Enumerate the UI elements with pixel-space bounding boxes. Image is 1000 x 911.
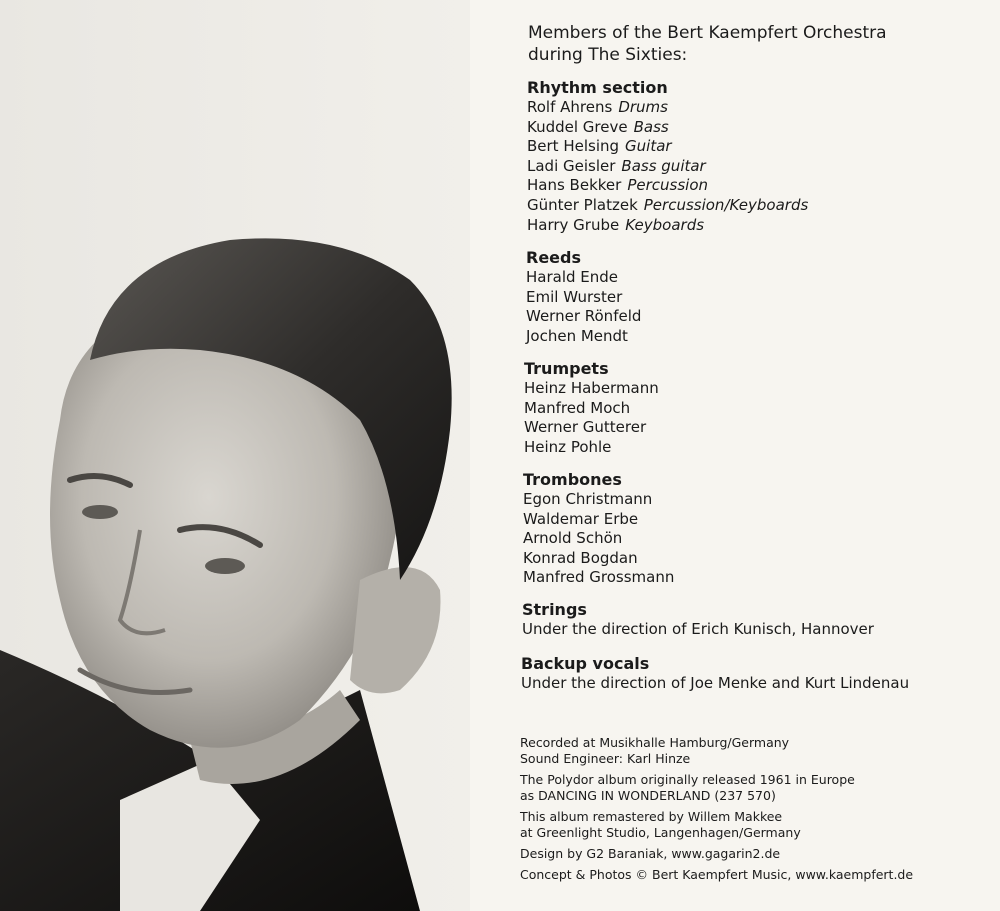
member-row [527,157,808,177]
member-name: Rolf Ahrens [527,98,613,116]
member-row [527,118,808,138]
member-name: Jochen Mendt [526,326,628,345]
credit-line: Sound Engineer: Karl Hinze [520,751,691,766]
member-row [527,98,808,118]
member-name: Ladi Geisler [527,156,616,175]
member-role: Bass guitar [621,156,706,175]
intro-line-1: Members of the Bert Kaempfert Orchestra [528,23,887,43]
member-name: Waldemar Erbe [523,509,639,528]
member-role: Bass [633,117,669,136]
section-title: Strings [522,600,587,619]
member-row [527,216,808,236]
section-title: Trombones [523,470,622,489]
member-name: Kuddel Greve [527,117,628,136]
credit-design: Design by G2 Baraniak, www.gagarin2.de [520,846,781,861]
member-name: Harry Grube [527,215,620,234]
portrait-illustration [0,0,470,911]
credit-line: as DANCING IN WONDERLAND (237 570) [520,788,776,803]
section-text: Under the direction of Joe Menke and Kurt Lindenau [521,674,910,692]
section-backup-vocals [521,654,909,694]
member-role: Keyboards [625,215,705,234]
member-role: Percussion/Keyboards [643,195,809,214]
member-name: Egon Christmann [523,490,653,508]
member-name: Emil Wurster [526,287,623,306]
member-name: Manfred Moch [524,398,631,417]
member-name: Werner Rönfeld [526,307,642,326]
section-trumpets [524,359,659,457]
credit-recording [520,735,913,767]
credit-remaster [520,809,913,841]
intro-heading [528,22,928,66]
credit-release [520,772,913,804]
credit-concept: Concept & Photos © Bert Kaempfert Music, www.kaempfert.de [520,867,914,882]
member-name: Hans Bekker [527,176,622,195]
member-name: Werner Gutterer [524,418,647,437]
section-title: Rhythm section [527,78,668,97]
portrait-photo [0,0,470,911]
section-trombones [523,470,674,588]
member-name: Harald Ende [526,268,619,286]
section-title: Trumpets [524,359,609,378]
section-reeds [526,248,641,346]
member-role: Percussion [627,176,709,195]
section-strings [522,600,874,640]
credit-line: This album remastered by Willem Makkee [520,809,783,824]
member-row [527,176,808,196]
member-role: Guitar [625,137,672,156]
credit-line: at Greenlight Studio, Langenhagen/Germany [520,825,801,840]
intro-line-2: during The Sixties: [528,45,688,65]
member-name: Heinz Pohle [524,437,612,456]
member-name: Arnold Schön [523,529,623,548]
member-row [527,196,808,216]
member-name: Günter Platzek [527,195,638,214]
section-rhythm [527,78,808,235]
production-credits [520,735,913,888]
member-role: Drums [618,98,668,116]
section-title: Backup vocals [521,654,650,673]
member-row [527,137,808,157]
credits-panel [470,0,1000,911]
member-name: Heinz Habermann [524,379,659,397]
member-name: Bert Helsing [527,137,620,156]
section-title: Reeds [526,248,581,267]
credit-line: The Polydor album originally released 1961 in Europe [520,772,855,787]
section-text: Under the direction of Erich Kunisch, Hannover [522,620,874,638]
credit-line: Recorded at Musikhalle Hamburg/Germany [520,735,790,750]
member-name: Manfred Grossmann [523,568,675,587]
member-name: Konrad Bogdan [523,548,638,567]
